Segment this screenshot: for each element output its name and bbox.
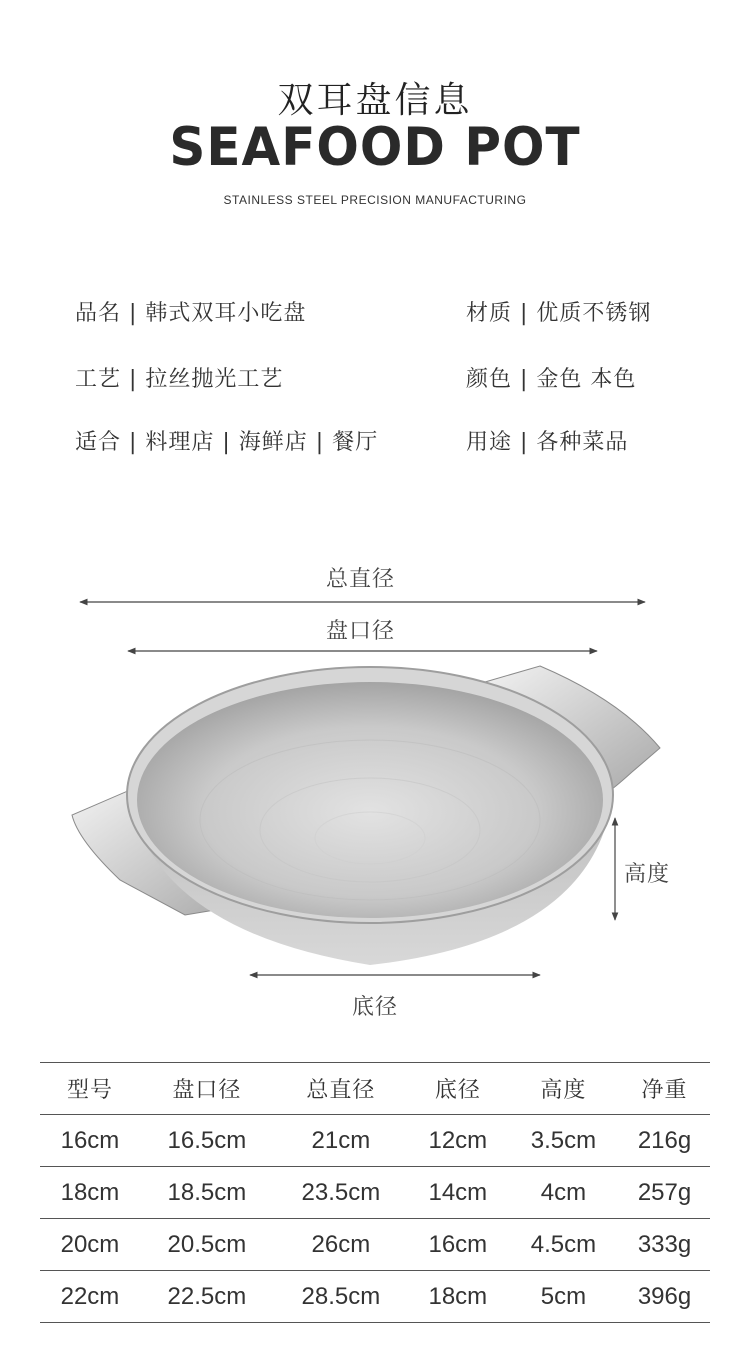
page-subtitle: STAINLESS STEEL PRECISION MANUFACTURING	[223, 193, 527, 207]
table-cell: 12cm	[408, 1115, 508, 1167]
total-diameter-label: 总直径	[326, 567, 396, 592]
table-cell: 20.5cm	[140, 1219, 274, 1271]
table-cell: 257g	[619, 1167, 710, 1219]
table-cell: 5cm	[508, 1271, 619, 1323]
table-cell: 396g	[619, 1271, 710, 1323]
header-mouth-diameter: 盘口径	[140, 1063, 274, 1115]
table-cell: 28.5cm	[274, 1271, 408, 1323]
height-label: 高度	[624, 862, 671, 887]
page-title-cn: 双耳盘信息	[277, 80, 473, 121]
header-base-diameter: 底径	[408, 1063, 508, 1115]
pot-illustration	[0, 590, 750, 990]
spec-table	[40, 1062, 710, 1323]
header-height: 高度	[508, 1063, 619, 1115]
table-row	[40, 1219, 710, 1271]
table-header-row	[40, 1063, 710, 1115]
table-cell: 18.5cm	[140, 1167, 274, 1219]
table-row	[40, 1167, 710, 1219]
table-cell: 216g	[619, 1115, 710, 1167]
spec-suitable: 适合 | 料理店 | 海鲜店 | 餐厅	[75, 430, 379, 455]
mouth-diameter-label: 盘口径	[326, 619, 396, 644]
pot-interior	[137, 682, 603, 918]
table-cell: 16cm	[408, 1219, 508, 1271]
spec-usage: 用途 | 各种菜品	[466, 430, 629, 455]
table-cell: 22cm	[40, 1271, 140, 1323]
table-cell: 18cm	[40, 1167, 140, 1219]
base-diameter-label: 底径	[352, 995, 399, 1020]
table-cell: 333g	[619, 1219, 710, 1271]
table-cell: 18cm	[408, 1271, 508, 1323]
spec-color: 颜色 | 金色 本色	[466, 367, 637, 392]
table-cell: 22.5cm	[140, 1271, 274, 1323]
table-cell: 14cm	[408, 1167, 508, 1219]
header-model: 型号	[40, 1063, 140, 1115]
header-total-diameter: 总直径	[274, 1063, 408, 1115]
table-cell: 21cm	[274, 1115, 408, 1167]
header-net-weight: 净重	[619, 1063, 710, 1115]
table-cell: 4cm	[508, 1167, 619, 1219]
page-title-en: SEAFOOD POT	[169, 116, 581, 178]
table-cell: 20cm	[40, 1219, 140, 1271]
table-row	[40, 1115, 710, 1167]
spec-material: 材质 | 优质不锈钢	[466, 301, 652, 326]
spec-name: 品名 | 韩式双耳小吃盘	[75, 301, 307, 326]
table-cell: 26cm	[274, 1219, 408, 1271]
table-cell: 23.5cm	[274, 1167, 408, 1219]
table-cell: 16cm	[40, 1115, 140, 1167]
table-cell: 4.5cm	[508, 1219, 619, 1271]
table-cell: 3.5cm	[508, 1115, 619, 1167]
table-row	[40, 1271, 710, 1323]
table-cell: 16.5cm	[140, 1115, 274, 1167]
spec-craft: 工艺 | 拉丝抛光工艺	[75, 367, 284, 392]
